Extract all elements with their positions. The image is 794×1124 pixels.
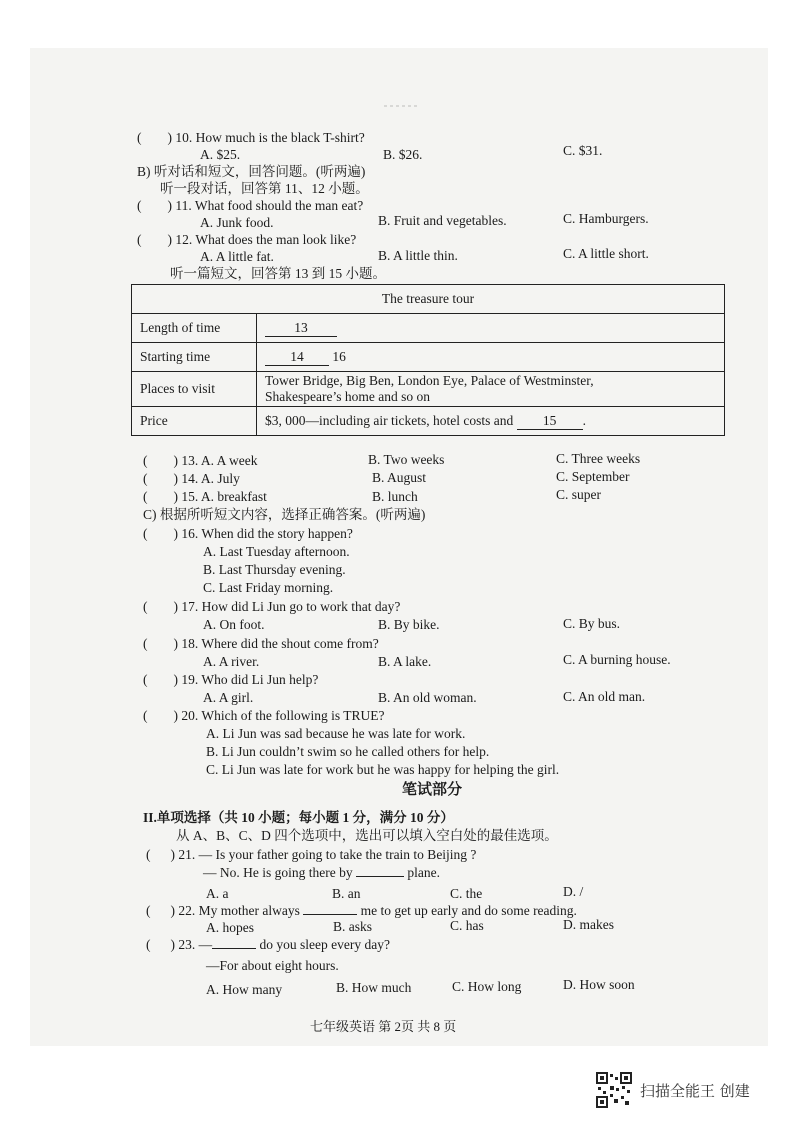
treasure-tour-table <box>131 284 725 436</box>
row-label: Price <box>132 407 257 436</box>
table-title: The treasure tour <box>132 285 725 314</box>
q18-stem: ( ) 18. Where did the shout come from? <box>143 636 379 651</box>
table-row <box>132 343 725 372</box>
row-value: 14 16 <box>257 343 725 372</box>
q12-option-a: A. A little fat. <box>200 249 274 264</box>
q14-option-c: C. September <box>556 469 630 484</box>
q22-option-a: A. hopes <box>206 920 254 935</box>
q21-stem: ( ) 21. — Is your father going to take the train to Beijing ? <box>146 847 477 862</box>
q23-line2: —For about eight hours. <box>206 958 339 973</box>
row-label: Places to visit <box>132 372 257 407</box>
q11-option-c: C. Hamburgers. <box>563 211 649 226</box>
q18-option-a: A. A river. <box>203 654 260 669</box>
q21-option-b: B. an <box>332 886 361 901</box>
row-label: Length of time <box>132 314 257 343</box>
q23-stem: ( ) 23. — do you sleep every day? <box>146 937 390 952</box>
q12-stem: ( ) 12. What does the man look like? <box>137 232 357 247</box>
table-row <box>132 407 725 436</box>
q11-option-b: B. Fruit and vegetables. <box>378 213 507 228</box>
q14-option-b: B. August <box>372 470 427 485</box>
q11-stem: ( ) 11. What food should the man eat? <box>137 198 364 213</box>
section-b-title: B) 听对话和短文，回答问题。(听两遍) <box>137 164 366 179</box>
page-footer: 七年级英语 第 2页 共 8 页 <box>310 1019 457 1034</box>
q15-option-c: C. super <box>556 487 601 502</box>
section-ii-intro: 从 A、B、C、D 四个选项中，选出可以填入空白处的最佳选项。 <box>176 828 558 843</box>
q20-stem: ( ) 20. Which of the following is TRUE? <box>143 708 385 723</box>
section-c-title: C) 根据所听短文内容，选择正确答案。(听两遍) <box>143 507 426 522</box>
q19-option-b: B. An old woman. <box>378 690 477 705</box>
blank-13[interactable]: 13 <box>265 320 337 337</box>
q21-blank[interactable] <box>356 876 404 877</box>
q13-option-b: B. Two weeks <box>368 452 445 467</box>
q11-option-a: A. Junk food. <box>200 215 274 230</box>
q17-option-b: B. By bike. <box>378 617 440 632</box>
q13-stem: ( ) 13. A. A week <box>143 453 258 468</box>
q14-stem: ( ) 14. A. July <box>143 471 240 486</box>
q22-blank[interactable] <box>303 914 357 915</box>
row-value <box>257 314 725 343</box>
q10-stem: ( ) 10. How much is the black T-shirt? <box>137 130 365 145</box>
written-section-heading: 笔试部分 <box>402 782 463 798</box>
q16-option-b: B. Last Thursday evening. <box>203 562 346 577</box>
q21-option-c: C. the <box>450 886 483 901</box>
q21-option-a: A. a <box>206 886 229 901</box>
q15-stem: ( ) 15. A. breakfast <box>143 489 267 504</box>
q19-stem: ( ) 19. Who did Li Jun help? <box>143 672 319 687</box>
q22-stem: ( ) 22. My mother always me to get up early and do some reading. <box>146 903 577 918</box>
blank-14[interactable]: 14 <box>265 349 329 366</box>
q23-option-a: A. How many <box>206 982 283 997</box>
q16-option-a: A. Last Tuesday afternoon. <box>203 544 350 559</box>
q12-option-c: C. A little short. <box>563 246 649 261</box>
q16-option-c: C. Last Friday morning. <box>203 580 334 595</box>
q23-option-b: B. How much <box>336 980 412 995</box>
q22-option-c: C. has <box>450 918 484 933</box>
q19-option-a: A. A girl. <box>203 690 254 705</box>
section-ii-title: II.单项选择（共 10 小题；每小题 1 分，满分 10 分） <box>143 810 454 825</box>
q10-option-c: C. $31. <box>563 143 603 158</box>
q21-line2: — No. He is going there by plane. <box>203 865 440 880</box>
q20-option-c: C. Li Jun was late for work but he was happy for helping the girl. <box>206 762 560 777</box>
table-row <box>132 314 725 343</box>
q21-option-d: D. / <box>563 884 584 899</box>
q17-option-c: C. By bus. <box>563 616 621 631</box>
q23-option-c: C. How long <box>452 979 522 994</box>
qr-code-icon <box>596 1072 632 1108</box>
q22-option-b: B. asks <box>333 919 373 934</box>
q17-option-a: A. On foot. <box>203 617 265 632</box>
q18-option-b: B. A lake. <box>378 654 432 669</box>
q23-blank[interactable] <box>212 948 256 949</box>
scanner-watermark: 扫描全能王 创建 <box>640 1082 750 1100</box>
q22-option-d: D. makes <box>563 917 614 932</box>
passage-intro: 听一篇短文，回答第 13 到 15 小题。 <box>170 266 386 281</box>
q15-option-b: B. lunch <box>372 489 418 504</box>
q13-option-c: C. Three weeks <box>556 451 641 466</box>
row-value: $3, 000—including air tickets, hotel costs and 15 . <box>257 407 725 436</box>
q20-option-b: B. Li Jun couldn’t swim so he called others for help. <box>206 744 490 759</box>
q12-option-b: B. A little thin. <box>378 248 458 263</box>
q19-option-c: C. An old man. <box>563 689 646 704</box>
section-b-intro: 听一段对话，回答第 11、12 小题。 <box>160 181 369 196</box>
row-label: Starting time <box>132 343 257 372</box>
q18-option-c: C. A burning house. <box>563 652 671 667</box>
table-row <box>132 372 725 407</box>
q10-option-b: B. $26. <box>383 147 423 162</box>
q17-stem: ( ) 17. How did Li Jun go to work that day? <box>143 599 401 614</box>
blank-15[interactable]: 15 <box>517 413 583 430</box>
q20-option-a: A. Li Jun was sad because he was late for work. <box>206 726 466 741</box>
q23-option-d: D. How soon <box>563 977 635 992</box>
q10-option-a: A. $25. <box>200 147 241 162</box>
q16-stem: ( ) 16. When did the story happen? <box>143 526 353 541</box>
scan-smudge <box>384 104 420 108</box>
row-value: Tower Bridge, Big Ben, London Eye, Palace of Westminster, Shakespeare’s home and so on <box>257 372 725 407</box>
